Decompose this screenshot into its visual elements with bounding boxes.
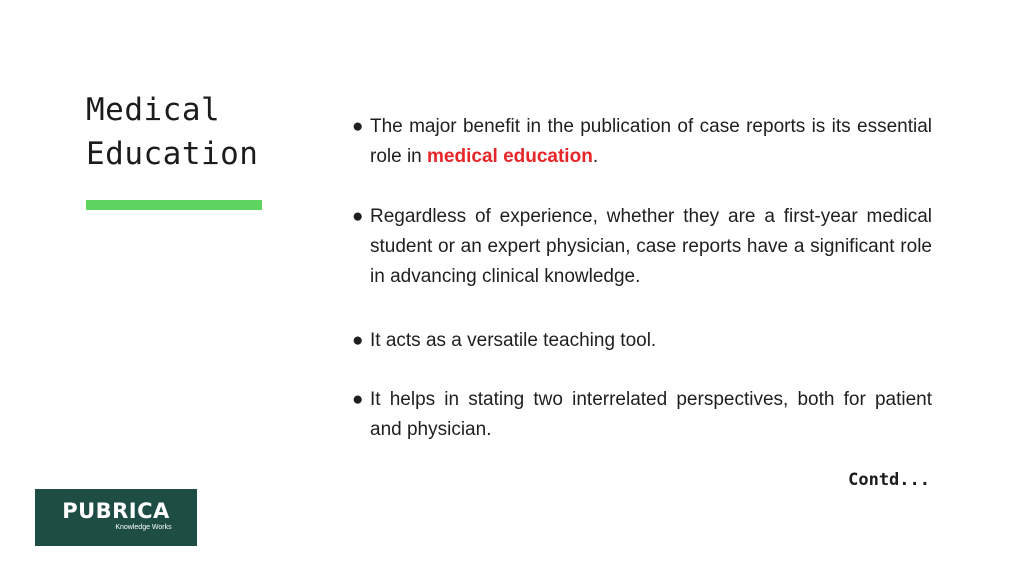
bullet-text-end: .: [592, 146, 599, 167]
pubrica-logo: [35, 489, 197, 546]
bullet-text: The major benefit in the publication of case reports is its essential role in: [370, 116, 932, 167]
slide-title-line-2: Education: [86, 136, 259, 172]
accent-divider: [86, 200, 262, 210]
bullet-item: [352, 202, 932, 292]
bullet-text: It helps in stating two interrelated perspectives, both for patient and physician.: [370, 389, 932, 440]
continued-label: Contd...: [848, 470, 930, 490]
highlight-text: medical education: [427, 146, 593, 167]
bullet-dot-icon: ●: [352, 330, 364, 351]
bullet-dot-icon: ●: [352, 389, 364, 410]
bullet-item: [352, 385, 932, 445]
bullet-item: [352, 326, 932, 356]
slide-title: [86, 88, 258, 176]
bullet-text: It acts as a versatile teaching tool.: [370, 330, 657, 351]
bullet-list: [352, 112, 932, 445]
bullet-text: Regardless of experience, whether they are a first-year medical student or an expert physician, case reports have a significant role in advancing clinical knowledge.: [370, 206, 932, 287]
bullet-dot-icon: ●: [352, 116, 364, 137]
bullet-dot-icon: ●: [352, 206, 364, 227]
logo-wordmark: PUBRICA: [62, 499, 170, 523]
slide-title-line-1: Medical: [86, 92, 221, 128]
bullet-item: [352, 112, 932, 172]
logo-tagline: Knowledge Works: [115, 524, 172, 531]
